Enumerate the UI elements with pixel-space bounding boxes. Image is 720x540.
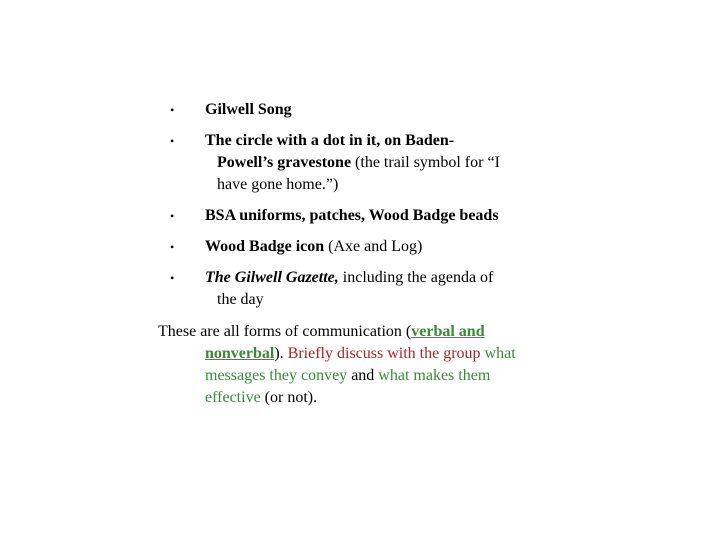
summary-messages: messages they convey bbox=[205, 367, 348, 384]
summary-nonverbal: nonverbal bbox=[205, 345, 275, 362]
bullet-dot: • bbox=[170, 134, 175, 148]
summary-text: (or not). bbox=[260, 389, 318, 406]
summary-what: what bbox=[480, 345, 516, 362]
bullet-continuation bbox=[205, 152, 570, 174]
bullet-continuation: the day bbox=[217, 291, 264, 308]
bullet-dot: • bbox=[170, 209, 175, 223]
bullet-gilwell-gazette bbox=[150, 267, 570, 311]
summary-text: These are all forms of communication ( bbox=[158, 323, 412, 340]
summary-discuss: Briefly discuss with the group bbox=[287, 345, 481, 362]
summary-verbal: verbal and bbox=[411, 323, 485, 340]
bullet-text: BSA uniforms, patches, Wood Badge beads bbox=[205, 207, 499, 224]
bullet-continuation: have gone home.”) bbox=[217, 176, 339, 193]
bullet-text-bold: Powell’s gravestone bbox=[217, 154, 352, 171]
summary-effective: effective bbox=[205, 389, 261, 406]
bullet-text-rest: (Axe and Log) bbox=[324, 238, 423, 255]
summary-line bbox=[158, 365, 578, 387]
bullet-bsa-uniforms bbox=[150, 205, 570, 227]
bullet-text-bold-italic: The Gilwell Gazette, bbox=[205, 269, 339, 286]
summary-line bbox=[158, 387, 578, 409]
bullet-dot: • bbox=[170, 103, 175, 117]
summary-text: ). bbox=[274, 345, 288, 362]
bullet-text-bold: Wood Badge icon bbox=[205, 238, 325, 255]
summary-what-makes: what makes them bbox=[378, 367, 491, 384]
bullet-text-rest: (the trail symbol for “I bbox=[351, 154, 500, 171]
summary-paragraph bbox=[158, 321, 578, 409]
bullet-list bbox=[150, 99, 570, 320]
bullet-dot: • bbox=[170, 271, 175, 285]
bullet-wood-badge-icon bbox=[150, 236, 570, 258]
summary-text: and bbox=[347, 367, 379, 384]
bullet-text: The circle with a dot in it, on Baden- bbox=[205, 132, 455, 149]
bullet-dot: • bbox=[170, 240, 175, 254]
summary-line bbox=[158, 343, 578, 365]
bullet-text: Gilwell Song bbox=[205, 101, 292, 118]
bullet-gilwell-song bbox=[150, 99, 570, 121]
bullet-circle-dot bbox=[150, 130, 570, 196]
bullet-text-rest: including the agenda of bbox=[338, 269, 494, 286]
